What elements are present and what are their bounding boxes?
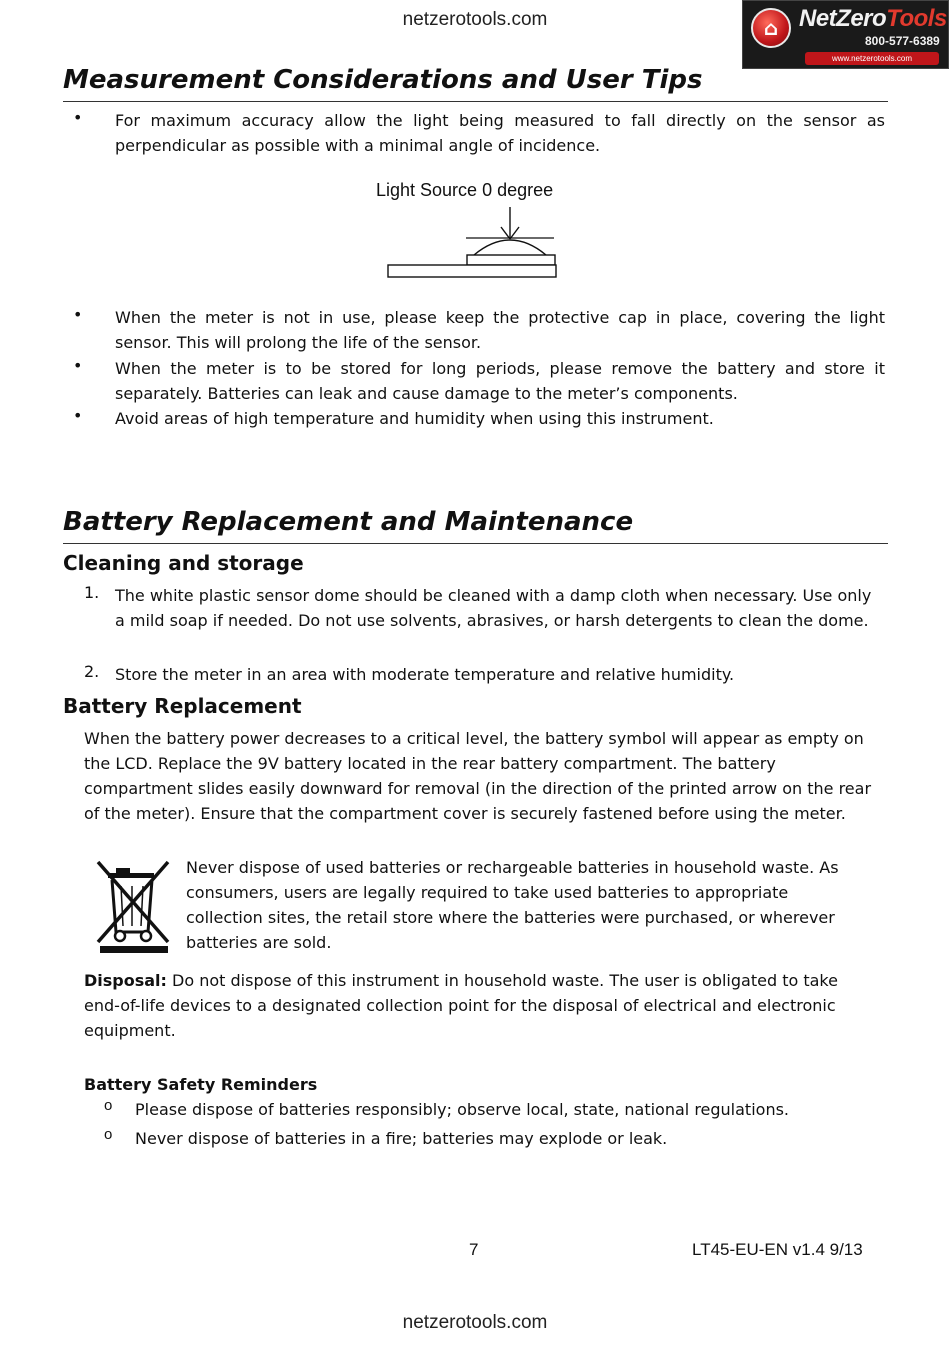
logo-phone: 800-577-6389 bbox=[865, 34, 940, 48]
section-title-measurement: Measurement Considerations and User Tips bbox=[63, 65, 703, 95]
list-item: Never dispose of batteries in a fire; batteries may explode or leak. bbox=[135, 1129, 668, 1148]
page-number: 7 bbox=[469, 1240, 479, 1259]
bullet-icon: • bbox=[73, 406, 83, 425]
list-item: Avoid areas of high temperature and humidity when using this instrument. bbox=[115, 409, 714, 428]
logo-name: NetZeroTools bbox=[799, 5, 947, 32]
circle-bullet-icon: o bbox=[104, 1126, 113, 1143]
list-number: 1. bbox=[84, 583, 100, 602]
list-item: Please dispose of batteries responsibly; observe local, state, national regulations. bbox=[135, 1100, 789, 1119]
list-item: Store the meter in an area with moderate temperature and relative humidity. bbox=[115, 665, 735, 684]
footer-site-url: netzerotools.com bbox=[402, 1312, 548, 1333]
list-item: When the meter is not in use, please keep the protective cap in place, covering the light sensor. This will prolong the life of the sensor. bbox=[115, 308, 885, 352]
crossed-out-bin-icon bbox=[94, 858, 174, 956]
disposal-label: Disposal: bbox=[84, 971, 167, 990]
bullet-icon: • bbox=[73, 108, 83, 127]
netzerotools-logo bbox=[742, 0, 949, 69]
bullet-icon: • bbox=[73, 305, 83, 324]
circle-bullet-icon: o bbox=[104, 1097, 113, 1114]
section-rule bbox=[63, 543, 888, 544]
heading-cleaning: Cleaning and storage bbox=[63, 551, 304, 575]
safety-heading: Battery Safety Reminders bbox=[84, 1075, 318, 1094]
document-id: LT45-EU-EN v1.4 9/13 bbox=[692, 1240, 863, 1259]
list-number: 2. bbox=[84, 662, 100, 681]
disposal-paragraph: Disposal: Do not dispose of this instrument in household waste. The user is obligated to take end-of-life devices to a designated collection point for the disposal of electrical and electronic equipment. bbox=[84, 971, 838, 1040]
list-item: The white plastic sensor dome should be cleaned with a damp cloth when necessary. Use only a mild soap if needed. Do not use solvents, abrasives, or harsh detergents to clean the dome. bbox=[115, 586, 872, 630]
header-site-url: netzerotools.com bbox=[402, 9, 548, 30]
figure-label: Light Source 0 degree bbox=[376, 180, 554, 200]
bullet-icon: • bbox=[73, 356, 83, 375]
list-item: For maximum accuracy allow the light being measured to fall directly on the sensor as perpendicular as possible with a minimal angle of incidence. bbox=[115, 111, 885, 155]
battery-paragraph: When the battery power decreases to a critical level, the battery symbol will appear as empty on the LCD. Replace the 9V battery located in the rear battery compartment. The battery compartment slides easily downward for removal (in the direction of the printed arrow on the rear of the meter). Ensure that the compartment cover is securely fastened before using the meter. bbox=[84, 729, 872, 823]
logo-url: www.netzerotools.com bbox=[805, 52, 939, 65]
section-rule bbox=[63, 101, 888, 102]
weee-notice: Never dispose of used batteries or rechargeable batteries in household waste. As consumers, users are legally required to take used batteries to appropriate collection sites, the retail store where the batteries were purchased, or wherever batteries are sold. bbox=[186, 858, 839, 952]
logo-emblem-icon: ⌂ bbox=[751, 8, 791, 48]
list-item: When the meter is to be stored for long periods, please remove the battery and store it separately. Batteries can leak and cause damage to the meter’s components. bbox=[115, 359, 885, 403]
light-sensor-diagram bbox=[386, 205, 561, 281]
section-title-battery: Battery Replacement and Maintenance bbox=[63, 507, 634, 537]
heading-battery-replacement: Battery Replacement bbox=[63, 694, 302, 718]
